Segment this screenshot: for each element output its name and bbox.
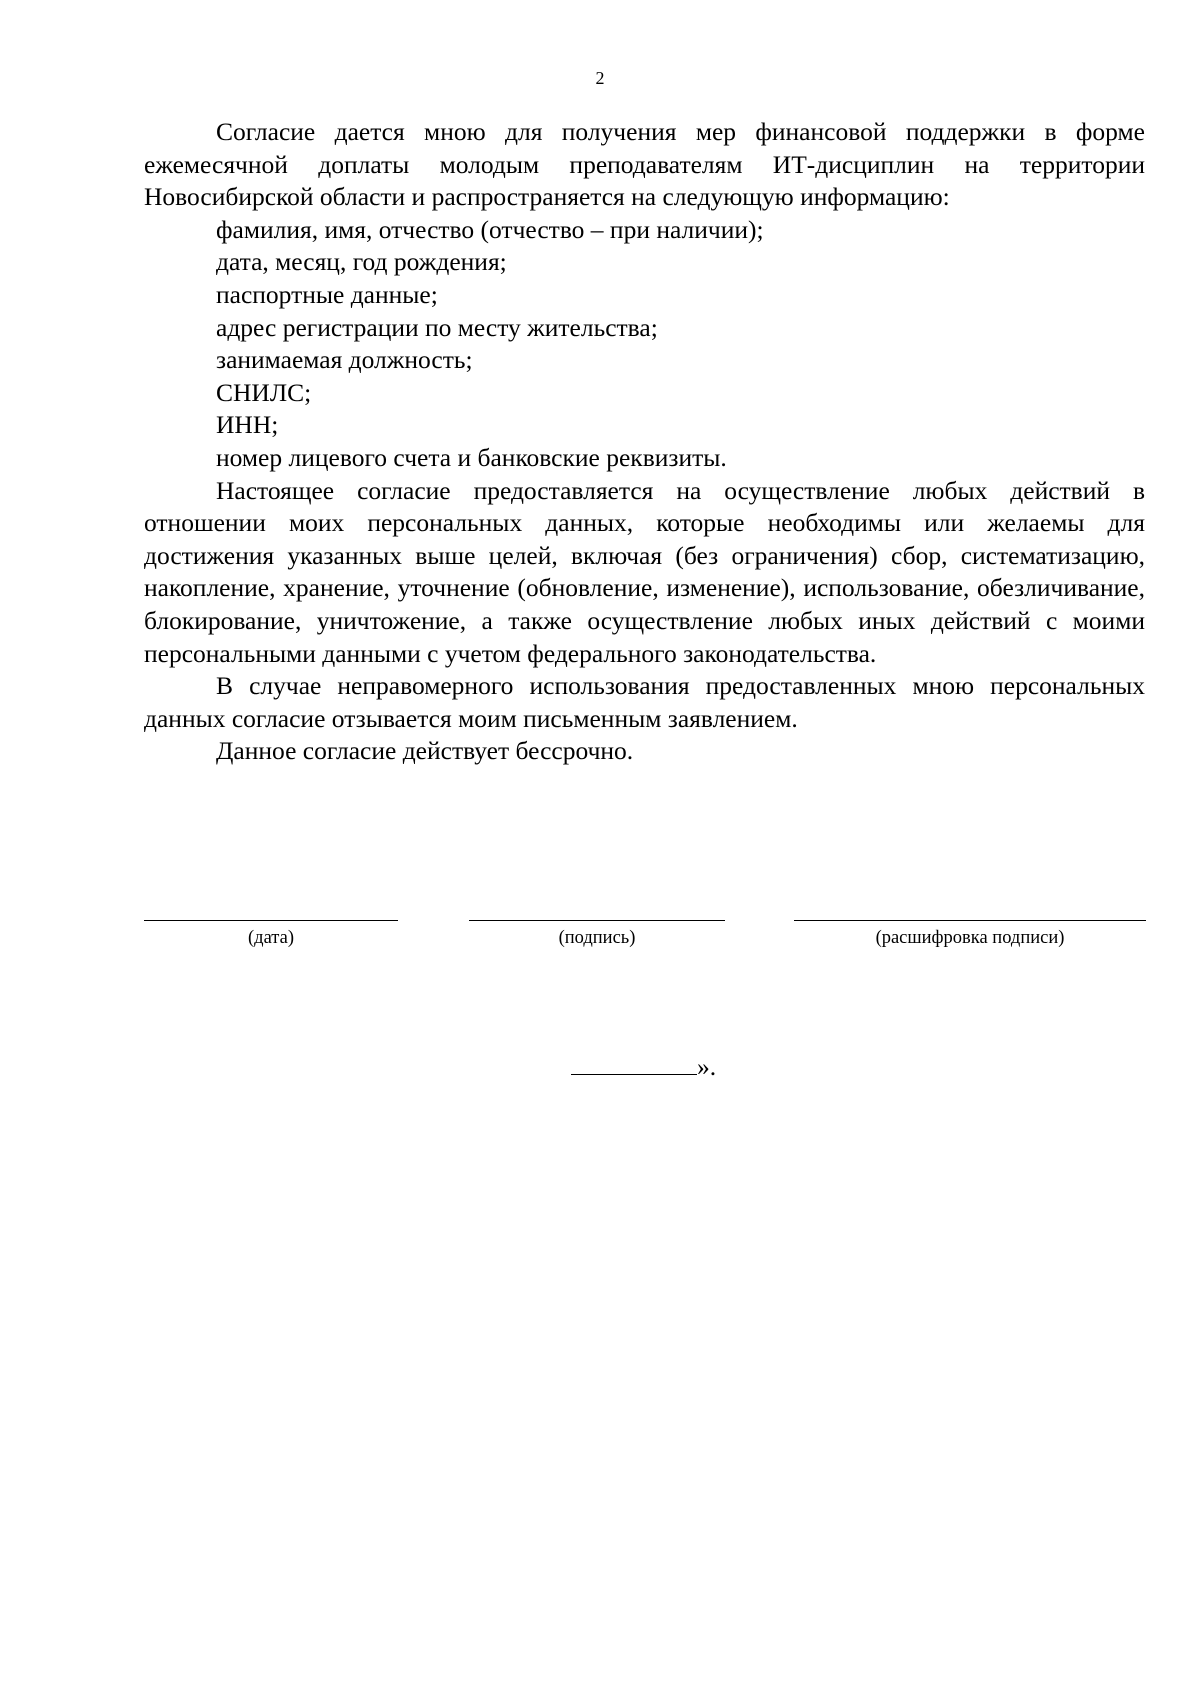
- list-item: СНИЛС;: [216, 377, 312, 407]
- paragraph-revocation: В случае неправомерного использования предоставленных мною персональных данных согласие отзывается моим письменным заявлением.: [144, 671, 1145, 733]
- list-item: ИНН;: [216, 410, 279, 440]
- paragraph-purpose: Согласие дается мною для получения мер финансовой поддержки в форме ежемесячной доплаты молодым преподавателям ИТ-дисциплин на территории Новосибирской области и распространяется на следующую информацию:: [144, 117, 1145, 212]
- signature-decryption-line: [794, 920, 1146, 921]
- list-item: занимаемая должность;: [216, 345, 473, 375]
- paragraph-scope: Настоящее согласие предоставляется на осуществление любых действий в отношении моих персональных данных, которые необходимы или желаемы для достижения указанных выше целей, включая (без ограничения) сбор, систематизацию, накопление, хранение, уточнение (обновление, изменение), использование, обезличивание, блокирование, уничтожение, а также осуществление любых иных действий с моими персональными данными с учетом федерального законодательства.: [144, 475, 1145, 668]
- closing-mark: [571, 1052, 716, 1082]
- document-body: [144, 116, 1145, 768]
- list-item: фамилия, имя, отчество (отчество – при наличии);: [216, 214, 764, 244]
- paragraph-validity: Данное согласие действует бессрочно.: [216, 736, 634, 766]
- closing-quote: ».: [697, 1052, 717, 1081]
- list-item: паспортные данные;: [216, 279, 438, 309]
- list-item: адрес регистрации по месту жительства;: [216, 312, 658, 342]
- date-caption: (дата): [248, 928, 294, 948]
- signature-line: [469, 920, 725, 921]
- signature-decryption-caption: (расшифровка подписи): [875, 928, 1065, 948]
- blank-line: [571, 1052, 697, 1075]
- list-item: номер лицевого счета и банковские реквизиты.: [216, 442, 727, 472]
- page-number: 2: [595, 68, 605, 88]
- list-item: дата, месяц, год рождения;: [216, 247, 507, 277]
- date-line: [144, 920, 398, 921]
- data-items-list: [144, 214, 1145, 475]
- signature-caption: (подпись): [558, 928, 636, 948]
